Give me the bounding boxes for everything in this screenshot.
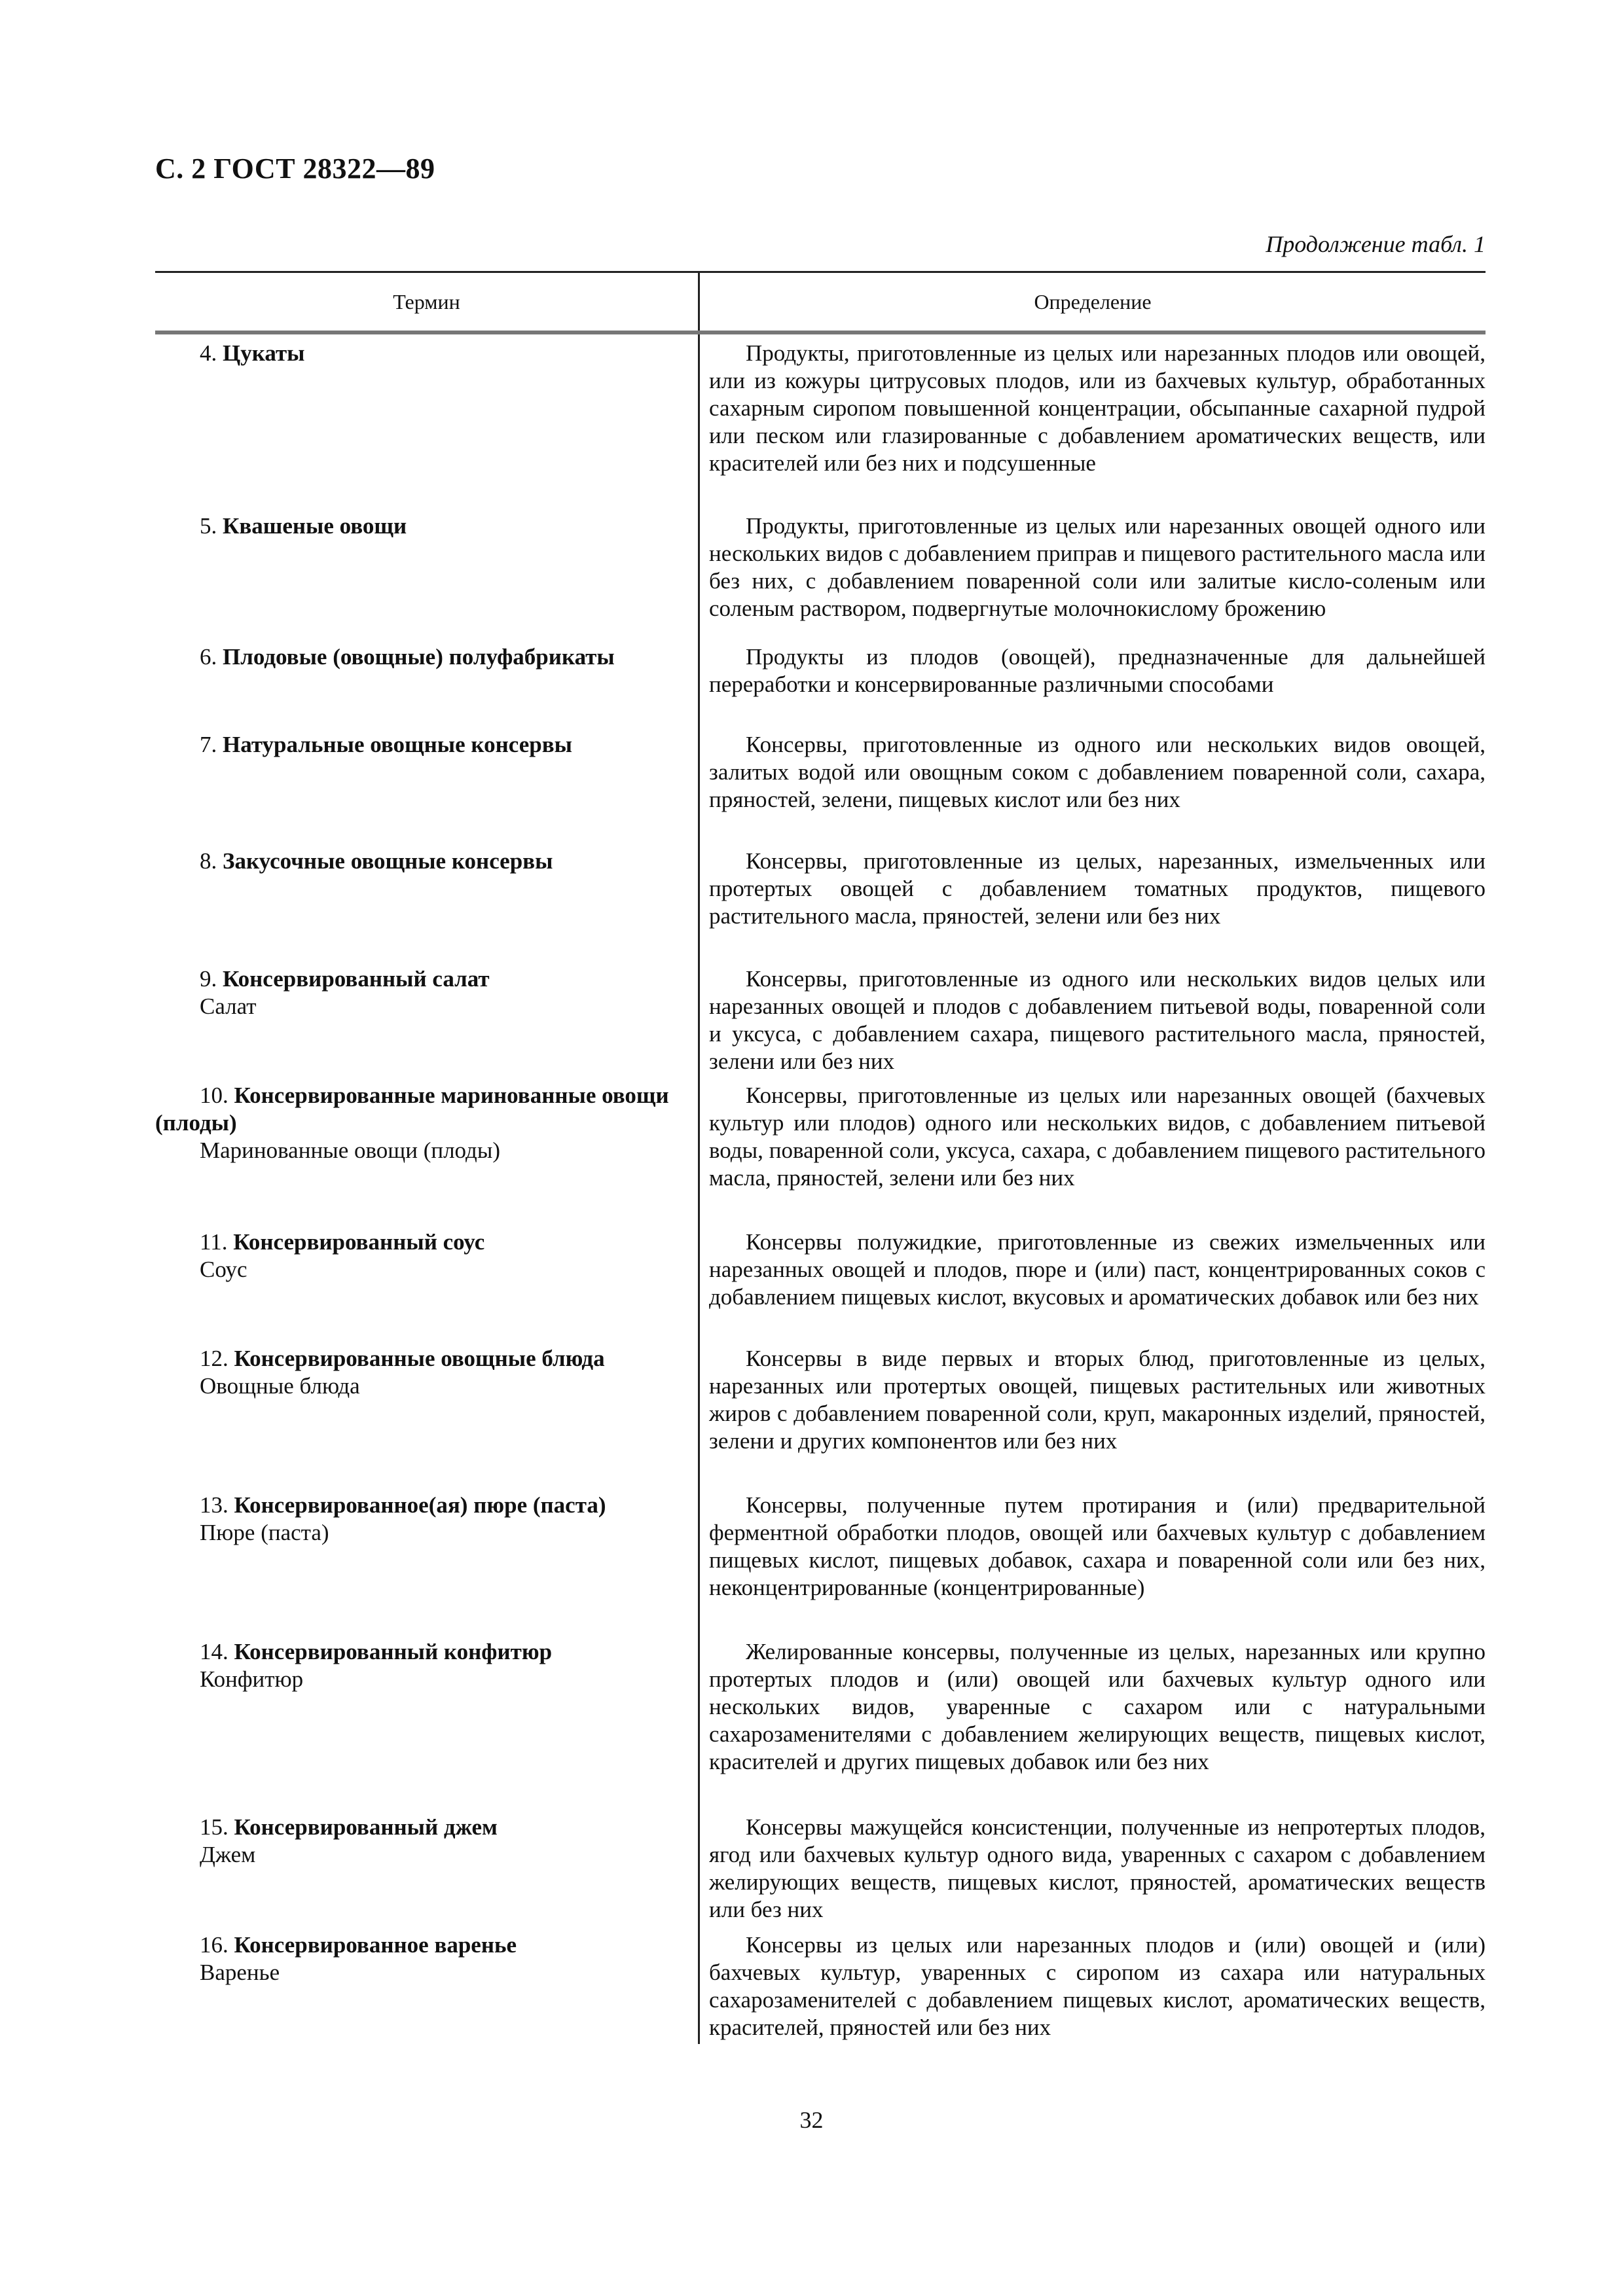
term-synonym: Соус <box>200 1257 247 1282</box>
term-cell <box>155 1808 700 1926</box>
term-cell <box>155 1340 700 1486</box>
definition-text: Консервы в виде первых и вторых блюд, приготовленные из целых, нарезанных или протертых овощей, пищевых растительных или животных жиров с добавлением поваренной соли, круп, макаронных изделий, пряностей, зелени и других компонентов или без них <box>709 1346 1486 1454</box>
term-cell <box>155 1077 700 1223</box>
term-number: 9. <box>200 966 217 992</box>
term-title <box>155 965 698 993</box>
term-name: Консервированный салат <box>223 966 490 992</box>
table-continuation-label: Продолжение табл. 1 <box>1266 231 1486 257</box>
column-header-definition: Определение <box>1034 289 1152 314</box>
term-title <box>155 512 698 540</box>
term-cell <box>155 1223 700 1340</box>
table-row <box>155 842 1486 960</box>
term-number: 7. <box>200 732 217 757</box>
definition-cell <box>700 334 1486 507</box>
term-title <box>155 1345 698 1372</box>
definition-cell <box>700 638 1486 726</box>
term-number: 10. <box>200 1083 228 1108</box>
definition-cell <box>700 1486 1486 1633</box>
definition-text: Консервы, приготовленные из целых, нарезанных, измельченных или протертых овощей с добавлением томатных продуктов, пищевого растительного масла, пряностей, зелени или без них <box>709 848 1486 929</box>
definition-cell <box>700 1633 1486 1808</box>
term-number: 14. <box>200 1639 228 1664</box>
term-synonym: Конфитюр <box>200 1666 304 1692</box>
definition-text: Консервы, приготовленные из одного или нескольких видов овощей, залитых водой или овощным соком с добавлением поваренной соли, сахара, пряностей, зелени, пищевых кислот или без них <box>709 732 1486 812</box>
definition-cell <box>700 1926 1486 2044</box>
definition-text: Консервы, приготовленные из одного или нескольких видов целых или нарезанных овощей и плодов с добавлением питьевой воды, поваренной соли и уксуса, с добавлением сахара, пищевого растительного масла, пряностей, зелени или без них <box>709 966 1486 1074</box>
term-number: 6. <box>200 644 217 670</box>
term-synonym: Овощные блюда <box>200 1373 360 1399</box>
definition-cell <box>700 1808 1486 1926</box>
table-row <box>155 1808 1486 1926</box>
term-number: 11. <box>200 1229 228 1255</box>
term-synonym: Маринованные овощи (плоды) <box>200 1138 501 1163</box>
table-row <box>155 638 1486 726</box>
definition-cell <box>700 1077 1486 1223</box>
term-number: 12. <box>200 1346 228 1371</box>
table-row <box>155 1633 1486 1808</box>
definition-cell <box>700 1340 1486 1486</box>
definition-cell <box>700 960 1486 1077</box>
term-title <box>155 643 698 671</box>
term-name: Консервированный конфитюр <box>234 1639 553 1664</box>
table-row <box>155 726 1486 842</box>
table-row <box>155 1486 1486 1633</box>
term-title <box>155 1931 698 1959</box>
table-row <box>155 1926 1486 2044</box>
definition-text: Консервы полужидкие, приготовленные из свежих измельченных или нарезанных овощей и плодов, пюре и (или) паст, концентрированных соков с добавлением пищевых кислот, вкусовых и ароматических добавок или без них <box>709 1229 1486 1310</box>
definition-cell <box>700 1223 1486 1340</box>
table-row <box>155 960 1486 1077</box>
term-name: Консервированный джем <box>234 1814 498 1840</box>
table-header-row <box>155 271 1486 334</box>
term-name: Квашеные овощи <box>223 513 407 539</box>
term-name: Консервированные маринованные овощи (плоды) <box>155 1083 669 1136</box>
term-cell <box>155 507 700 638</box>
term-name: Натуральные овощные консервы <box>223 732 572 757</box>
definition-text: Продукты, приготовленные из целых или нарезанных овощей одного или нескольких видов с добавлением приправ и пищевого растительного масла или без них, с добавлением поваренной соли или залитые кисло-соленым или соленым раствором, подвергнутые молочнокислому брожению <box>709 513 1486 621</box>
term-number: 15. <box>200 1814 228 1840</box>
term-name: Плодовые (овощные) полуфабрикаты <box>223 644 615 670</box>
term-title <box>155 1229 698 1256</box>
term-name: Консервированное варенье <box>234 1932 517 1958</box>
definition-text: Продукты, приготовленные из целых или нарезанных плодов или овощей, или из кожуры цитрусовых плодов, или из бахчевых культур, обработанных сахарным сиропом повышенной концентрации, обсыпанные сахарной пудрой или песком или глазированные с добавлением ароматических веществ, или красителей или без них и подсушенные <box>709 340 1486 476</box>
table-row <box>155 1223 1486 1340</box>
term-synonym: Варенье <box>200 1960 280 1985</box>
term-number: 13. <box>200 1492 228 1518</box>
term-cell <box>155 1486 700 1633</box>
page-number: 32 <box>799 2107 824 2133</box>
term-title <box>155 731 698 759</box>
term-name: Консервированный соус <box>233 1229 485 1255</box>
term-number: 5. <box>200 513 217 539</box>
term-name: Консервированное(ая) пюре (паста) <box>234 1492 606 1518</box>
term-cell <box>155 1633 700 1808</box>
term-cell <box>155 726 700 842</box>
term-synonym: Пюре (паста) <box>200 1520 329 1545</box>
table-body <box>155 334 1486 2044</box>
term-number: 16. <box>200 1932 228 1958</box>
term-title <box>155 1814 698 1841</box>
table-row <box>155 1077 1486 1223</box>
table-row <box>155 507 1486 638</box>
definition-cell <box>700 507 1486 638</box>
definition-text: Консервы, полученные путем протирания и (или) предварительной ферментной обработки плодов, овощей или бахчевых культур с добавлением пищевых кислот, пищевых добавок, сахара и поваренной соли или без них, неконцентрированные (концентрированные) <box>709 1492 1486 1600</box>
definition-text: Продукты из плодов (овощей), предназначенные для дальнейшей переработки и консервированные различными способами <box>709 644 1486 697</box>
terms-table <box>155 271 1486 2044</box>
term-cell <box>155 334 700 507</box>
term-name: Консервированные овощные блюда <box>234 1346 605 1371</box>
term-title <box>155 1638 698 1666</box>
table-row <box>155 334 1486 507</box>
term-synonym: Джем <box>200 1842 256 1867</box>
term-name: Цукаты <box>223 340 305 366</box>
term-name: Закусочные овощные консервы <box>223 848 553 874</box>
definition-cell <box>700 842 1486 960</box>
term-title <box>155 340 698 367</box>
term-title <box>155 1082 698 1137</box>
term-title <box>155 1492 698 1519</box>
term-cell <box>155 638 700 726</box>
term-number: 8. <box>200 848 217 874</box>
column-header-term: Термин <box>155 273 700 331</box>
definition-text: Желированные консервы, полученные из целых, нарезанных или крупно протертых плодов и (или) овощей или бахчевых культур одного или нескольких видов, уваренные с сахаром или с натуральными сахарозаменителями с добавлением желирующих веществ, пищевых кислот, красителей и других пищевых добавок или без них <box>709 1639 1486 1774</box>
page-header: С. 2 ГОСТ 28322—89 <box>155 152 435 185</box>
term-number: 4. <box>200 340 217 366</box>
term-cell <box>155 842 700 960</box>
term-title <box>155 848 698 875</box>
definition-text: Консервы, приготовленные из целых или нарезанных овощей (бахчевых культур или плодов) одного или нескольких видов, с добавлением питьевой воды, поваренной соли, уксуса, сахара, с добавлением пищевого растительного масла, пряностей, зелени или без них <box>709 1083 1486 1191</box>
term-cell <box>155 960 700 1077</box>
definition-text: Консервы мажущейся консистенции, полученные из непротертых плодов, ягод или бахчевых культур одного вида, уваренных с сахаром с добавлением желирующих веществ, пищевых кислот, пряностей, ароматических веществ или без них <box>709 1814 1486 1922</box>
definition-cell <box>700 726 1486 842</box>
term-synonym: Салат <box>200 994 257 1019</box>
table-row <box>155 1340 1486 1486</box>
definition-text: Консервы из целых или нарезанных плодов и (или) овощей и (или) бахчевых культур, уваренных с сиропом из сахара или натуральных сахарозаменителей с добавлением пищевых кислот, ароматических веществ, красителей, пряностей или без них <box>709 1932 1486 2040</box>
term-cell <box>155 1926 700 2044</box>
